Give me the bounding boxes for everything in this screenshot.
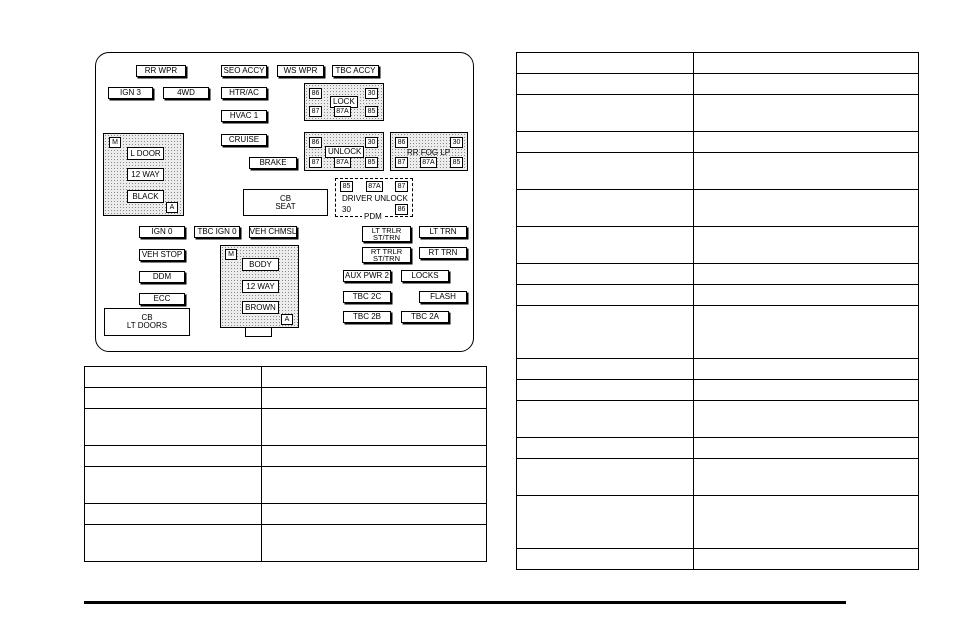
fuse-4wd: 4WD: [163, 87, 209, 99]
table-row: [85, 388, 487, 409]
fuse-htr-ac: HTR/AC: [221, 87, 267, 99]
fuse-tbc-ign-0: TBC IGN 0: [194, 226, 240, 238]
table-row: [517, 132, 919, 153]
table-row: [517, 438, 919, 459]
table-row: [517, 153, 919, 190]
relay-unlock: 86 30 UNLOCK 87 87A 85: [304, 132, 384, 171]
fuse-lt-trlr-st-trn: LT TRLR ST/TRN: [362, 226, 411, 242]
table-row: [517, 190, 919, 227]
fuse-ws-wpr: WS WPR: [277, 65, 324, 77]
connector-tab: [245, 328, 272, 337]
fuse-tbc-accy: TBC ACCY: [332, 65, 379, 77]
fuse-tbc-2c: TBC 2C: [343, 291, 391, 303]
fuse-rt-trlr-st-trn: RT TRLR ST/TRN: [362, 247, 411, 263]
circuit-breaker-center: M BODY 12 WAY BROWN A: [220, 245, 299, 328]
fuse-ecc: ECC: [139, 293, 185, 305]
relay-rr-fog-lp: 86 30 RR FOG LP 87 87A 85: [390, 132, 468, 171]
fuse-veh-chmsl: VEH CHMSL: [249, 227, 297, 236]
table-row: [517, 53, 919, 74]
fuse-ign-3: IGN 3: [108, 87, 153, 99]
fuse-tbc-2b: TBC 2B: [343, 311, 391, 323]
right-table: [516, 52, 919, 570]
pdm-label: PDM: [364, 212, 382, 221]
fuse-ign-0: IGN 0: [139, 226, 185, 238]
fuse-seo-accy: SEO ACCY: [221, 65, 267, 77]
fuse-veh-stop: VEH STOP: [139, 249, 185, 261]
relay-lock: 86 30 LOCK 87 87A 85: [304, 83, 384, 121]
fuse-flash: FLASH: [419, 291, 467, 303]
circuit-breaker-seat: CB SEAT: [243, 189, 328, 216]
table-row: [85, 446, 487, 467]
table-row: [517, 549, 919, 570]
table-row: [517, 459, 919, 496]
circuit-breaker-left: M L DOOR 12 WAY BLACK A: [103, 133, 184, 216]
table-row: [517, 227, 919, 264]
fuse-rt-trn: RT TRN: [419, 247, 467, 259]
table-row: [85, 504, 487, 525]
table-row: [517, 264, 919, 285]
left-table: [84, 366, 487, 562]
table-row: [517, 401, 919, 438]
table-row: [517, 74, 919, 95]
table-row: [517, 359, 919, 380]
table-row: [517, 95, 919, 132]
fuse-cruise: CRUISE: [221, 134, 267, 146]
fuse-locks: LOCKS: [401, 270, 449, 282]
table-row: [517, 496, 919, 549]
table-row: [517, 380, 919, 401]
fuse-aux-pwr-2: AUX PWR 2: [344, 271, 389, 280]
table-row: [85, 367, 487, 388]
table-row: [85, 525, 487, 562]
fuse-tbc-2a: TBC 2A: [401, 311, 449, 323]
circuit-breaker-lt-doors: CB LT DOORS: [104, 308, 190, 336]
fuse-rr-wpr: RR WPR: [136, 65, 186, 77]
table-row: [517, 306, 919, 359]
fuse-ddm: DDM: [139, 271, 185, 283]
fuse-brake: BRAKE: [249, 157, 297, 169]
footer-rule: [84, 601, 846, 604]
relay-driver-unlock: 85 87A 87 DRIVER UNLOCK 30 86: [335, 178, 413, 217]
table-row: [85, 467, 487, 504]
table-row: [85, 409, 487, 446]
fuse-hvac-1: HVAC 1: [221, 110, 267, 122]
table-row: [517, 285, 919, 306]
fuse-lt-trn: LT TRN: [419, 226, 467, 238]
